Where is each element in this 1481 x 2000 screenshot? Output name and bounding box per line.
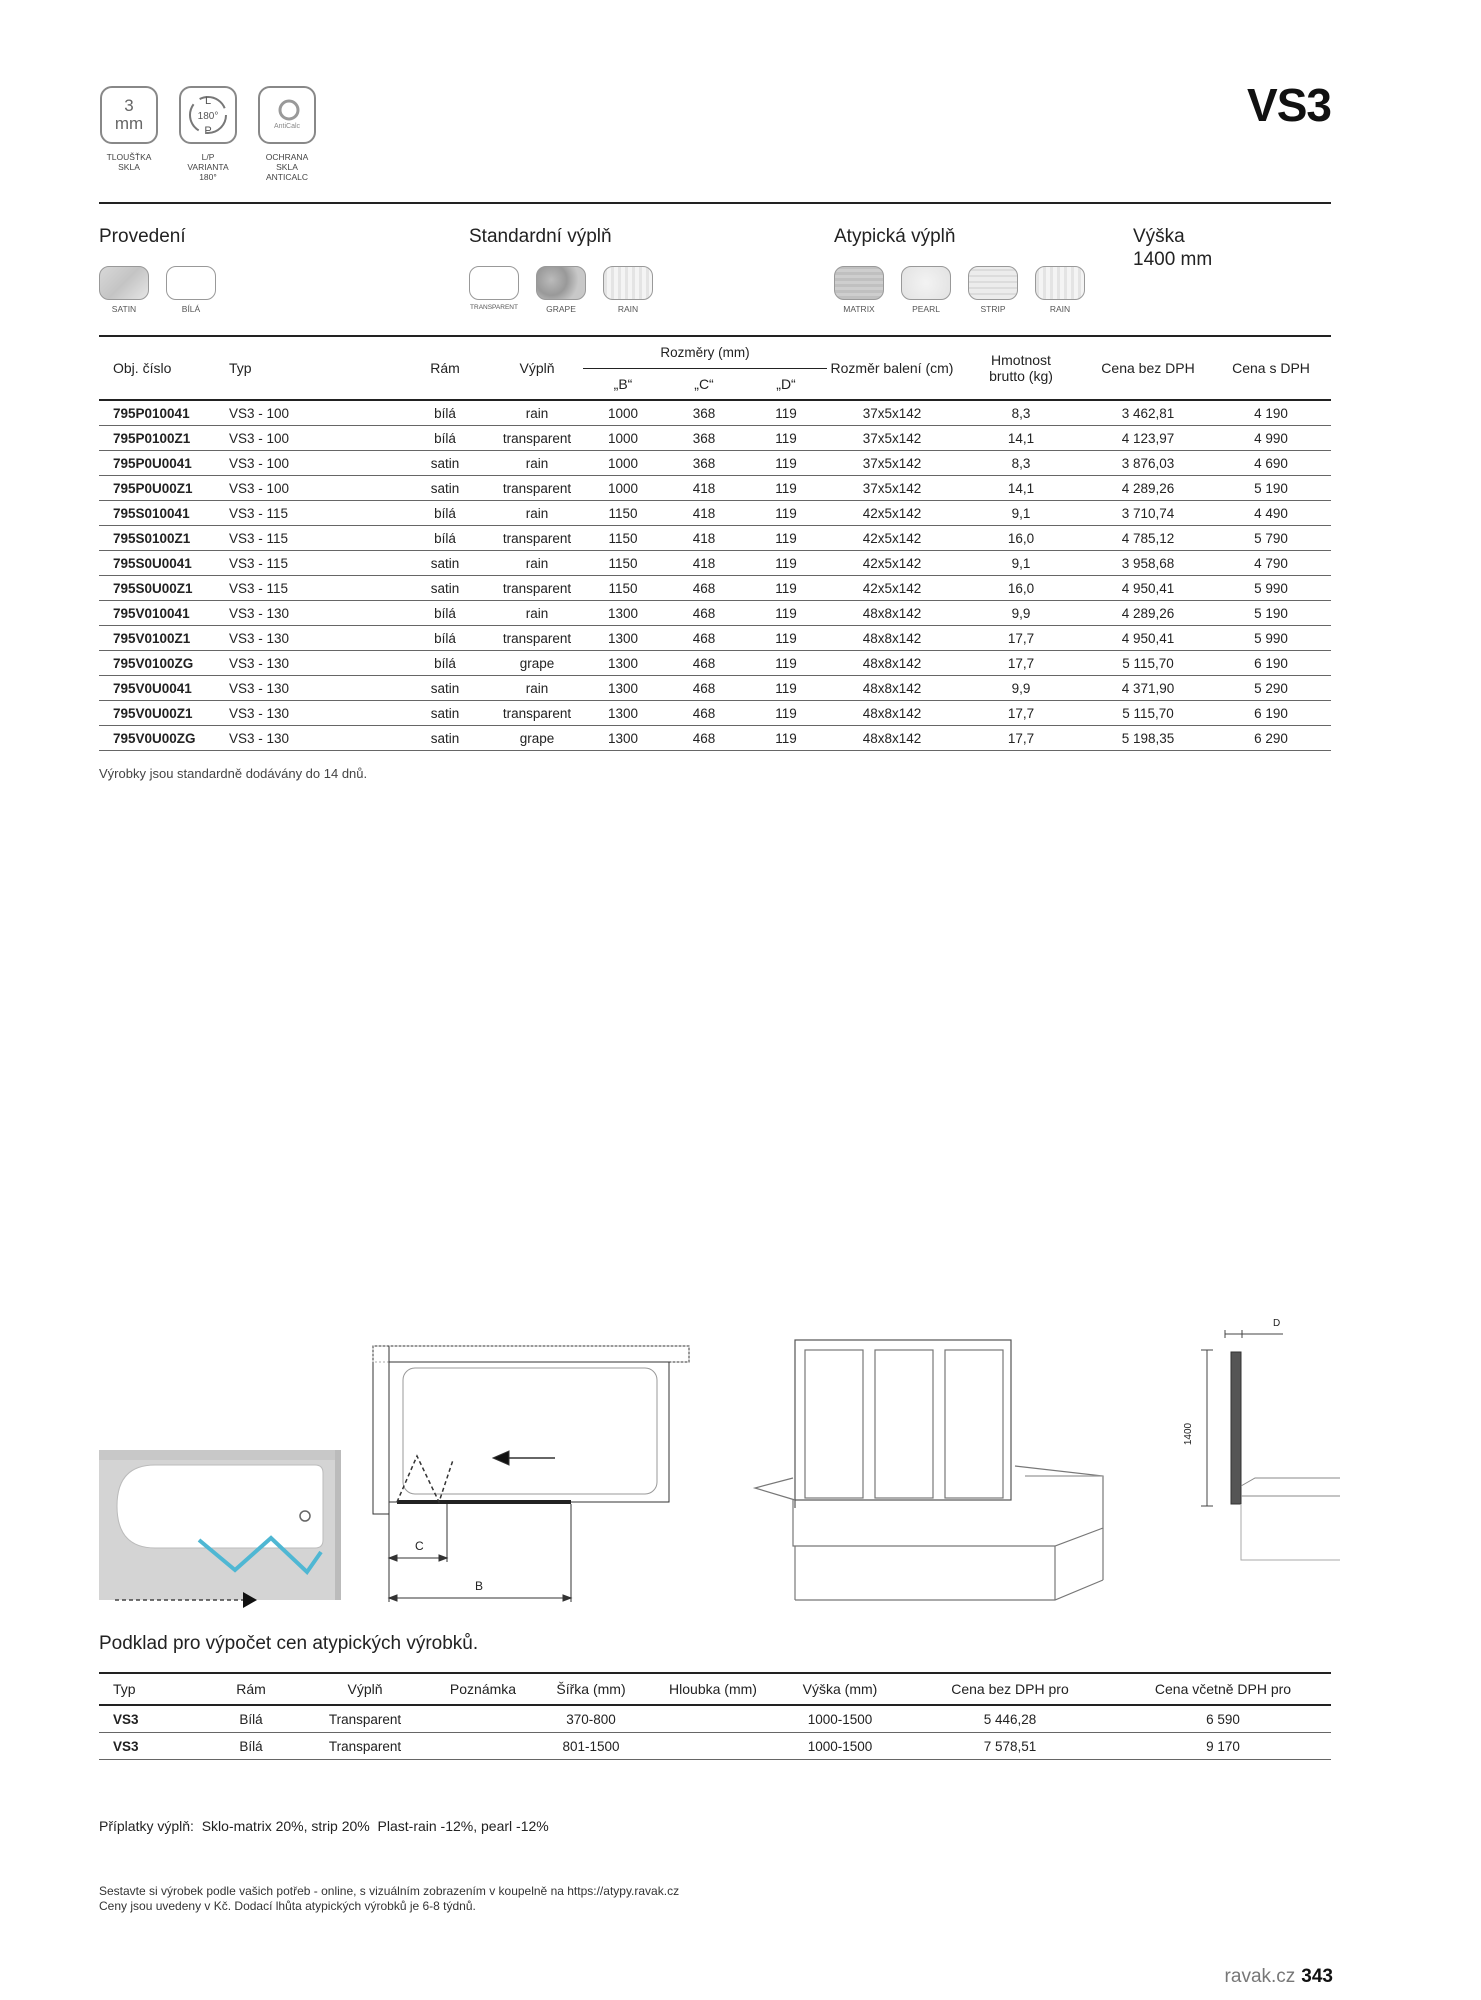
swatch-label: TRANSPARENT: [470, 304, 518, 311]
product-code: VS3: [1247, 79, 1331, 131]
swatch-label: RAIN: [617, 304, 639, 314]
table-cell: 5 990: [1211, 626, 1331, 651]
table-cell: 368: [663, 400, 745, 426]
table-cell: VS3 - 100: [229, 451, 399, 476]
atyp-table-cell: Transparent: [295, 1733, 435, 1760]
header-hmotnost: [957, 336, 1085, 400]
atyp-table-cell: VS3: [99, 1705, 207, 1733]
atyp-table-cell: 6 590: [1115, 1705, 1331, 1733]
header-b: „B“: [613, 375, 633, 392]
table-cell: 1300: [583, 626, 663, 651]
table-cell: 42x5x142: [827, 526, 957, 551]
table-cell: 119: [745, 400, 827, 426]
table-cell: 37x5x142: [827, 426, 957, 451]
table-cell: 48x8x142: [827, 651, 957, 676]
icon-text: 3: [124, 96, 134, 115]
header-c: „C“: [694, 375, 714, 392]
table-cell: 6 190: [1211, 701, 1331, 726]
table-row: [99, 526, 1331, 551]
table-cell: VS3 - 115: [229, 501, 399, 526]
order-code-cell: 795V0U00ZG: [99, 726, 229, 751]
table-cell: transparent: [491, 576, 583, 601]
table-cell: 468: [663, 701, 745, 726]
order-code-cell: 795S0U0041: [99, 551, 229, 576]
table-cell: 3 876,03: [1085, 451, 1211, 476]
table-cell: 468: [663, 601, 745, 626]
table-cell: VS3 - 115: [229, 576, 399, 601]
table-cell: 6 290: [1211, 726, 1331, 751]
icon-text: 180°: [197, 111, 219, 122]
icon-text: mm: [114, 114, 144, 133]
front-perspective-drawing: [755, 1340, 1103, 1600]
table-cell: rain: [491, 451, 583, 476]
table-cell: 4 289,26: [1085, 476, 1211, 501]
table-cell: transparent: [491, 426, 583, 451]
table-cell: 48x8x142: [827, 601, 957, 626]
swatch-rain: [603, 266, 653, 300]
standard-fill-title: Standardní výplň: [469, 226, 612, 247]
plan-drawing: [373, 1346, 689, 1602]
surcharges-note: Příplatky výplň: Sklo-matrix 20%, strip 20% Plast-rain -12%, pearl -12%: [99, 1818, 549, 1834]
order-code-cell: 795V0100ZG: [99, 651, 229, 676]
table-cell: rain: [491, 400, 583, 426]
table-cell: satin: [399, 676, 491, 701]
table-cell: 4 950,41: [1085, 626, 1211, 651]
table-cell: VS3 - 130: [229, 676, 399, 701]
table-cell: 42x5x142: [827, 501, 957, 526]
icon-caption: OCHRANA SKLA ANTICALC: [265, 152, 309, 182]
delivery-note: Výrobky jsou standardně dodávány do 14 dnů.: [99, 766, 368, 781]
order-code-cell: 795V0100Z1: [99, 626, 229, 651]
table-cell: 48x8x142: [827, 701, 957, 726]
dimension-height-label: 1400: [1183, 1422, 1194, 1446]
order-code-cell: 795V0U0041: [99, 676, 229, 701]
swatch-label: STRIP: [980, 304, 1006, 314]
atyp-table-cell: 1000-1500: [775, 1705, 905, 1733]
table-cell: transparent: [491, 626, 583, 651]
swatch-label: SATIN: [111, 304, 137, 314]
table-cell: 1300: [583, 651, 663, 676]
table-cell: 119: [745, 601, 827, 626]
table-cell: 468: [663, 576, 745, 601]
table-cell: 9,1: [957, 551, 1085, 576]
swatch-pearl: [901, 266, 951, 300]
table-cell: 6 190: [1211, 651, 1331, 676]
table-row: [99, 451, 1331, 476]
header-rozmery: Rozměry (mm): [583, 336, 827, 368]
table-cell: 3 710,74: [1085, 501, 1211, 526]
table-cell: VS3 - 115: [229, 526, 399, 551]
table-cell: 119: [745, 676, 827, 701]
table-cell: 5 190: [1211, 601, 1331, 626]
table-cell: 5 115,70: [1085, 651, 1211, 676]
header-vypln: Výplň: [519, 360, 555, 376]
atyp-header-cell: Výška (mm): [775, 1673, 905, 1705]
table-cell: bílá: [399, 400, 491, 426]
table-cell: 418: [663, 551, 745, 576]
table-cell: 9,9: [957, 676, 1085, 701]
table-cell: 14,1: [957, 476, 1085, 501]
height-title: Výška: [1133, 226, 1185, 247]
table-cell: 119: [745, 426, 827, 451]
table-cell: grape: [491, 651, 583, 676]
anticalc-logo-icon: [262, 90, 312, 140]
table-cell: satin: [399, 451, 491, 476]
atyp-table-cell: [435, 1705, 531, 1733]
table-cell: satin: [399, 476, 491, 501]
table-cell: 8,3: [957, 400, 1085, 426]
atyp-table-row: [99, 1733, 1331, 1760]
table-cell: 5 290: [1211, 676, 1331, 701]
table-cell: VS3 - 100: [229, 400, 399, 426]
order-code-cell: 795P0U00Z1: [99, 476, 229, 501]
atyp-table-cell: [651, 1705, 775, 1733]
order-code-cell: 795V0U00Z1: [99, 701, 229, 726]
atyp-table-cell: [435, 1733, 531, 1760]
table-cell: 5 790: [1211, 526, 1331, 551]
table-cell: transparent: [491, 526, 583, 551]
header-cena-s: Cena s DPH: [1232, 360, 1310, 376]
table-cell: 1300: [583, 601, 663, 626]
footer-line-1: Sestavte si výrobek podle vašich potřeb - online, s vizuálním zobrazením v koupelně na https://atypy.ravak.cz: [99, 1884, 680, 1898]
table-cell: VS3 - 130: [229, 701, 399, 726]
rotate-arrows-icon: [183, 90, 233, 140]
table-cell: 3 958,68: [1085, 551, 1211, 576]
atyp-table-cell: 5 446,28: [905, 1705, 1115, 1733]
swatch-label: RAIN: [1049, 304, 1071, 314]
page-footer: [1225, 1966, 1333, 1988]
atyp-table-row: [99, 1705, 1331, 1733]
table-row: [99, 426, 1331, 451]
table-cell: bílá: [399, 501, 491, 526]
table-cell: 1300: [583, 676, 663, 701]
table-cell: 48x8x142: [827, 626, 957, 651]
order-code-cell: 795V010041: [99, 601, 229, 626]
table-cell: 8,3: [957, 451, 1085, 476]
table-cell: VS3 - 100: [229, 426, 399, 451]
table-cell: 48x8x142: [827, 726, 957, 751]
header-typ: Typ: [229, 360, 252, 376]
table-cell: VS3 - 130: [229, 626, 399, 651]
atyp-header-cell: Cena včetně DPH pro: [1115, 1673, 1331, 1705]
table-cell: 368: [663, 426, 745, 451]
table-cell: 119: [745, 701, 827, 726]
table-cell: 16,0: [957, 576, 1085, 601]
icon-text: P: [204, 125, 212, 137]
table-cell: VS3 - 115: [229, 551, 399, 576]
side-view-drawing: [1201, 1330, 1340, 1560]
swatch-grape: [536, 266, 586, 300]
table-cell: 468: [663, 626, 745, 651]
table-cell: 1000: [583, 426, 663, 451]
atyp-table-cell: 1000-1500: [775, 1733, 905, 1760]
table-row: [99, 576, 1331, 601]
atyp-price-table: [99, 1672, 1331, 1760]
swatch-rain-atyp: [1035, 266, 1085, 300]
table-cell: 37x5x142: [827, 451, 957, 476]
table-cell: VS3 - 130: [229, 651, 399, 676]
atyp-table-cell: Transparent: [295, 1705, 435, 1733]
table-cell: 119: [745, 576, 827, 601]
table-cell: 4 490: [1211, 501, 1331, 526]
table-cell: bílá: [399, 651, 491, 676]
atyp-table-cell: 7 578,51: [905, 1733, 1115, 1760]
icon-caption: L/P VARIANTA 180°: [187, 152, 229, 182]
table-cell: 4 790: [1211, 551, 1331, 576]
table-cell: 418: [663, 476, 745, 501]
swatch-bila: [166, 266, 216, 300]
table-row: [99, 400, 1331, 426]
order-code-cell: 795S010041: [99, 501, 229, 526]
header-ram: Rám: [430, 360, 460, 376]
table-cell: 4 371,90: [1085, 676, 1211, 701]
table-cell: bílá: [399, 626, 491, 651]
atyp-table-cell: 801-1500: [531, 1733, 651, 1760]
table-cell: satin: [399, 576, 491, 601]
footer-note: [99, 1884, 679, 1914]
height-value: 1400 mm: [1133, 249, 1213, 270]
bathtub-topview-drawing: [99, 1450, 341, 1608]
table-cell: 4 289,26: [1085, 601, 1211, 626]
table-cell: transparent: [491, 476, 583, 501]
order-code-cell: 795S0U00Z1: [99, 576, 229, 601]
provedeni-title: Provedení: [99, 226, 186, 247]
order-code-cell: 795P0U0041: [99, 451, 229, 476]
swatch-strip: [968, 266, 1018, 300]
icon-text: L: [204, 95, 212, 107]
table-cell: satin: [399, 726, 491, 751]
table-cell: 1150: [583, 551, 663, 576]
table-cell: 119: [745, 651, 827, 676]
table-cell: 17,7: [957, 701, 1085, 726]
atyp-header-cell: Poznámka: [435, 1673, 531, 1705]
table-cell: 5 990: [1211, 576, 1331, 601]
table-cell: 14,1: [957, 426, 1085, 451]
table-cell: 4 785,12: [1085, 526, 1211, 551]
swatch-satin: [99, 266, 149, 300]
header-cena-bez: Cena bez DPH: [1101, 360, 1195, 376]
atyp-header-cell: Šířka (mm): [531, 1673, 651, 1705]
header-hmotnost-1: Hmotnost: [991, 352, 1051, 368]
header-obj: Obj. číslo: [113, 360, 172, 376]
table-cell: 16,0: [957, 526, 1085, 551]
atyp-table-cell: Bílá: [207, 1705, 295, 1733]
table-row: [99, 676, 1331, 701]
header-d: „D“: [776, 375, 796, 392]
price-table: [99, 335, 1331, 751]
swatch-transparent: [469, 266, 519, 300]
table-cell: 4 990: [1211, 426, 1331, 451]
atyp-header-cell: Výplň: [295, 1673, 435, 1705]
table-cell: rain: [491, 501, 583, 526]
table-cell: 5 198,35: [1085, 726, 1211, 751]
table-cell: rain: [491, 676, 583, 701]
table-row: [99, 701, 1331, 726]
table-cell: 119: [745, 526, 827, 551]
table-row: [99, 476, 1331, 501]
table-cell: 468: [663, 651, 745, 676]
table-cell: 5 190: [1211, 476, 1331, 501]
table-cell: 119: [745, 551, 827, 576]
table-cell: bílá: [399, 526, 491, 551]
header-hmotnost-2: brutto (kg): [989, 368, 1053, 384]
order-code-cell: 795P0100Z1: [99, 426, 229, 451]
table-cell: 3 462,81: [1085, 400, 1211, 426]
glass-thickness-icon: [100, 86, 158, 144]
table-row: [99, 651, 1331, 676]
table-cell: rain: [491, 601, 583, 626]
table-row: [99, 601, 1331, 626]
footer-line-2: Ceny jsou uvedeny v Kč. Dodací lhůta atypických výrobků je 6-8 týdnů.: [99, 1899, 476, 1913]
table-cell: 1150: [583, 501, 663, 526]
swatch-label: GRAPE: [546, 304, 576, 314]
table-cell: 119: [745, 501, 827, 526]
table-cell: 42x5x142: [827, 551, 957, 576]
table-cell: 1300: [583, 726, 663, 751]
icon-text: AntiCalc: [273, 123, 301, 130]
swatch-label: MATRIX: [843, 304, 875, 314]
atyp-table-cell: [651, 1733, 775, 1760]
table-cell: grape: [491, 726, 583, 751]
atyp-fill-title: Atypická výplň: [834, 226, 956, 247]
table-cell: 42x5x142: [827, 576, 957, 601]
order-code-cell: 795S0100Z1: [99, 526, 229, 551]
table-row: [99, 626, 1331, 651]
table-cell: VS3 - 130: [229, 601, 399, 626]
atyp-header-cell: Typ: [99, 1673, 207, 1705]
dimension-c-label: C: [415, 1539, 424, 1553]
lr-variant-icon: [179, 86, 237, 144]
table-cell: 1000: [583, 400, 663, 426]
atyp-table-cell: 9 170: [1115, 1733, 1331, 1760]
table-cell: 468: [663, 726, 745, 751]
header-baleni: Rozměr balení (cm): [830, 360, 954, 376]
table-cell: 37x5x142: [827, 400, 957, 426]
table-cell: 4 190: [1211, 400, 1331, 426]
table-cell: 119: [745, 451, 827, 476]
site-link[interactable]: ravak.cz: [1224, 1966, 1296, 1987]
table-cell: 1300: [583, 701, 663, 726]
table-row: [99, 501, 1331, 526]
table-cell: 37x5x142: [827, 476, 957, 501]
technical-drawings: [95, 1300, 1340, 1620]
table-cell: 1000: [583, 451, 663, 476]
swatch-label: BÍLÁ: [181, 304, 201, 314]
anticalc-icon: [258, 86, 316, 144]
table-cell: 119: [745, 626, 827, 651]
atyp-table-cell: VS3: [99, 1733, 207, 1760]
table-cell: 368: [663, 451, 745, 476]
table-cell: 119: [745, 726, 827, 751]
atyp-table-cell: Bílá: [207, 1733, 295, 1760]
table-cell: 17,7: [957, 651, 1085, 676]
top-divider: [99, 202, 1331, 204]
table-cell: satin: [399, 701, 491, 726]
table-row: [99, 551, 1331, 576]
table-cell: 5 115,70: [1085, 701, 1211, 726]
table-cell: 119: [745, 476, 827, 501]
table-cell: 9,1: [957, 501, 1085, 526]
table-cell: bílá: [399, 601, 491, 626]
table-cell: 4 950,41: [1085, 576, 1211, 601]
table-cell: 48x8x142: [827, 676, 957, 701]
swatch-matrix: [834, 266, 884, 300]
table-cell: 1000: [583, 476, 663, 501]
order-code-cell: 795P010041: [99, 400, 229, 426]
table-cell: 9,9: [957, 601, 1085, 626]
table-cell: satin: [399, 551, 491, 576]
icon-caption: TLOUŠŤKA SKLA: [106, 152, 152, 172]
table-cell: bílá: [399, 426, 491, 451]
table-cell: 418: [663, 501, 745, 526]
table-cell: 468: [663, 676, 745, 701]
table-cell: VS3 - 130: [229, 726, 399, 751]
table-cell: 1150: [583, 576, 663, 601]
page-number: 343: [1301, 1966, 1333, 1987]
atyp-table-cell: 370-800: [531, 1705, 651, 1733]
table-cell: transparent: [491, 701, 583, 726]
table-cell: rain: [491, 551, 583, 576]
dimension-b-label: B: [475, 1579, 484, 1593]
table-cell: 17,7: [957, 626, 1085, 651]
atyp-header-cell: Cena bez DPH pro: [905, 1673, 1115, 1705]
atyp-header-cell: Rám: [207, 1673, 295, 1705]
table-cell: 1150: [583, 526, 663, 551]
table-cell: 4 123,97: [1085, 426, 1211, 451]
atyp-section-title: Podklad pro výpočet cen atypických výrobků.: [99, 1633, 479, 1654]
dimension-d-label: D: [1273, 1318, 1281, 1329]
swatch-label: PEARL: [912, 304, 940, 314]
table-cell: 17,7: [957, 726, 1085, 751]
table-cell: 4 690: [1211, 451, 1331, 476]
table-cell: 418: [663, 526, 745, 551]
table-row: [99, 726, 1331, 751]
atyp-header-cell: Hloubka (mm): [651, 1673, 775, 1705]
table-cell: VS3 - 100: [229, 476, 399, 501]
